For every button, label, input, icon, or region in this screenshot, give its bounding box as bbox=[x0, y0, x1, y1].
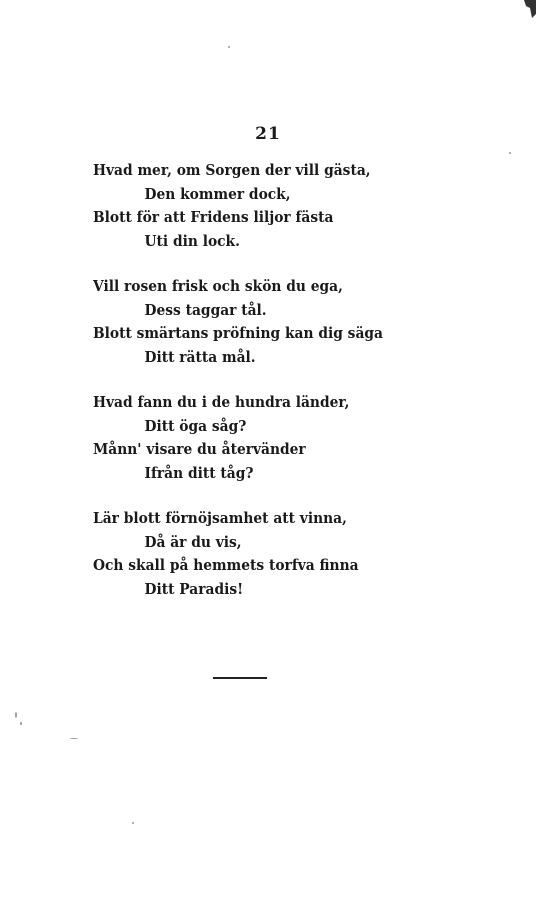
page-number: 21 bbox=[255, 124, 281, 144]
section-divider bbox=[213, 677, 267, 679]
stanza bbox=[93, 507, 423, 601]
paper-speck bbox=[509, 152, 511, 154]
stanza bbox=[93, 275, 423, 369]
paper-speck bbox=[20, 722, 22, 725]
poem-line: Hvad mer, om Sorgen der vill gästa, bbox=[93, 161, 371, 179]
poem-line: Ditt Paradis! bbox=[144, 579, 244, 598]
poem-line: Då är du vis, bbox=[144, 532, 242, 551]
poem-line: Vill rosen frisk och skön du ega, bbox=[93, 277, 343, 295]
poem bbox=[93, 159, 423, 623]
poem-line: Och skall på hemmets torfva finna bbox=[93, 556, 359, 574]
page-corner-mark bbox=[522, 0, 536, 18]
poem-line: Månn' visare du återvänder bbox=[93, 440, 306, 458]
paper-speck bbox=[132, 822, 134, 824]
paper-speck bbox=[15, 712, 17, 718]
poem-line: Ditt öga såg? bbox=[144, 416, 247, 435]
poem-line: Den kommer dock, bbox=[144, 184, 291, 203]
poem-line: Ifrån ditt tåg? bbox=[144, 463, 254, 482]
poem-line: Uti din lock. bbox=[144, 231, 240, 250]
stanza bbox=[93, 391, 423, 485]
poem-line: Blott smärtans pröfning kan dig säga bbox=[93, 324, 383, 342]
poem-line: Dess taggar tål. bbox=[144, 300, 267, 319]
stanza bbox=[93, 159, 423, 253]
paper-speck bbox=[228, 46, 230, 48]
poem-line: Ditt rätta mål. bbox=[144, 347, 256, 366]
poem-line: Lär blott förnöjsamhet att vinna, bbox=[93, 509, 347, 527]
poem-line: Blott för att Fridens liljor fästa bbox=[93, 208, 334, 226]
paper-speck bbox=[70, 738, 78, 739]
poem-line: Hvad fann du i de hundra länder, bbox=[93, 393, 350, 411]
